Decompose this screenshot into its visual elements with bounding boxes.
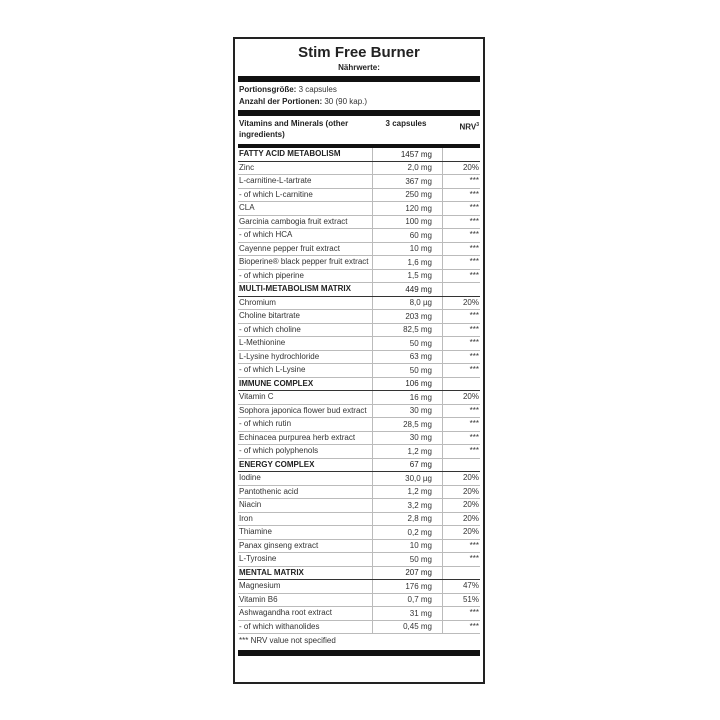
ingredient-amount: 367 mg [372, 175, 442, 188]
servings-count-label: Anzahl der Portionen: [239, 97, 323, 106]
serving-size-label: Portionsgröße: [239, 85, 297, 94]
ingredient-nrv: *** [442, 418, 480, 431]
ingredient-amount: 50 mg [372, 337, 442, 350]
ingredient-amount: 203 mg [372, 310, 442, 323]
ingredient-name: - of which choline [239, 324, 301, 334]
ingredient-name: Iodine [239, 473, 261, 482]
ingredient-amount: 28,5 mg [372, 418, 442, 431]
ingredient-nrv: 20% [442, 297, 480, 310]
ingredient-amount: 16 mg [372, 391, 442, 404]
ingredient-name: - of which polyphenols [239, 446, 319, 455]
ingredient-amount: 0,7 mg [372, 594, 442, 607]
ingredient-amount: 1,5 mg [372, 270, 442, 283]
ingredient-nrv: *** [442, 175, 480, 188]
ingredient-name: Ashwagandha root extract [239, 608, 332, 617]
ingredient-name: - of which HCA [239, 230, 293, 239]
ingredient-amount: 31 mg [372, 607, 442, 620]
ingredient-nrv: 20% [442, 499, 480, 512]
ingredient-nrv: *** [442, 243, 480, 256]
ingredient-amount: 60 mg [372, 229, 442, 242]
ingredient-amount: 106 mg [372, 378, 442, 391]
ingredient-nrv: 20% [442, 472, 480, 485]
table-row [238, 472, 480, 486]
table-row [238, 580, 480, 594]
ingredient-nrv [442, 459, 480, 472]
table-header [238, 116, 480, 144]
ingredient-name: Magnesium [239, 581, 281, 590]
nutrition-label [233, 37, 485, 684]
table-row [238, 499, 480, 513]
ingredient-amount: 30 mg [372, 432, 442, 445]
table-row [238, 391, 480, 405]
ingredient-nrv: *** [442, 189, 480, 202]
ingredient-amount: 176 mg [372, 580, 442, 593]
table-row [238, 189, 480, 203]
ingredient-nrv: *** [442, 432, 480, 445]
ingredient-nrv: *** [442, 216, 480, 229]
table-row [238, 621, 480, 635]
serving-size-value: 3 capsules [298, 85, 337, 94]
ingredient-name: Thiamine [239, 527, 272, 536]
table-row [238, 243, 480, 257]
table-row [238, 594, 480, 608]
ingredient-amount: 82,5 mg [372, 324, 442, 337]
ingredient-nrv [442, 283, 480, 296]
table-row [238, 607, 480, 621]
section-row [238, 378, 480, 392]
ingredient-nrv: *** [442, 607, 480, 620]
table-row [238, 162, 480, 176]
table-row [238, 540, 480, 554]
nutrient-table [238, 148, 480, 634]
ingredient-nrv [442, 567, 480, 580]
ingredient-amount: 250 mg [372, 189, 442, 202]
table-row [238, 553, 480, 567]
ingredient-name: Panax ginseng extract [239, 540, 319, 550]
ingredient-name: - of which rutin [239, 419, 292, 428]
ingredient-name: - of which L-Lysine [239, 365, 306, 374]
ingredient-name: Bioperine® black pepper fruit extract [239, 257, 369, 267]
ingredient-nrv: *** [442, 310, 480, 323]
label-subtitle: Nährwerte: [338, 63, 380, 72]
ingredient-amount: 1457 mg [372, 148, 442, 161]
ingredient-amount: 1,2 mg [372, 486, 442, 499]
header-nrv-sup: 3 [476, 122, 479, 128]
table-row [238, 270, 480, 284]
table-row [238, 297, 480, 311]
ingredient-amount: 3,2 mg [372, 499, 442, 512]
ingredient-amount: 30,0 µg [372, 472, 442, 485]
ingredient-nrv: *** [442, 553, 480, 566]
ingredient-nrv: 51% [442, 594, 480, 607]
ingredient-name: Iron [239, 513, 253, 523]
ingredient-name: Zinc [239, 162, 255, 172]
servings-count-line [238, 96, 480, 110]
ingredient-amount: 63 mg [372, 351, 442, 364]
table-row [238, 364, 480, 378]
header-nrv-label: NRV [459, 122, 477, 132]
product-title: Stim Free Burner [298, 44, 420, 61]
ingredient-nrv: 20% [442, 513, 480, 526]
ingredient-amount: 0,2 mg [372, 526, 442, 539]
table-row [238, 351, 480, 365]
section-row [238, 459, 480, 473]
ingredient-name: Choline bitartrate [239, 311, 300, 320]
ingredient-name: MULTI-METABOLISM MATRIX [239, 284, 351, 293]
ingredient-nrv: *** [442, 270, 480, 283]
ingredient-nrv: 47% [442, 580, 480, 593]
section-row [238, 148, 480, 162]
header-serving: 3 capsules [385, 119, 427, 128]
ingredient-nrv: *** [442, 337, 480, 350]
ingredient-name: L-Tyrosine [239, 554, 277, 563]
ingredient-amount: 100 mg [372, 216, 442, 229]
ingredient-amount: 10 mg [372, 243, 442, 256]
ingredient-name: Chromium [239, 297, 276, 307]
ingredient-name: Niacin [239, 500, 262, 509]
table-row [238, 202, 480, 216]
servings-count-value: 30 (90 kap.) [324, 97, 368, 106]
ingredient-nrv: 20% [442, 486, 480, 499]
table-row [238, 256, 480, 270]
ingredient-nrv: *** [442, 445, 480, 458]
ingredient-name: MENTAL MATRIX [239, 567, 304, 577]
ingredient-amount: 1,2 mg [372, 445, 442, 458]
ingredient-name: Vitamin C [239, 392, 274, 401]
ingredient-name: Cayenne pepper fruit extract [239, 243, 340, 253]
table-row [238, 486, 480, 500]
ingredient-amount: 207 mg [372, 567, 442, 580]
ingredient-amount: 2,8 mg [372, 513, 442, 526]
ingredient-name: Garcinia cambogia fruit extract [239, 216, 348, 226]
table-row [238, 337, 480, 351]
ingredient-name: Pantothenic acid [239, 486, 299, 496]
table-row [238, 324, 480, 338]
ingredient-name: Echinacea purpurea herb extract [239, 432, 356, 442]
table-row [238, 229, 480, 243]
table-row [238, 405, 480, 419]
table-row [238, 216, 480, 230]
ingredient-amount: 449 mg [372, 283, 442, 296]
ingredient-nrv: *** [442, 621, 480, 634]
ingredient-nrv [442, 378, 480, 391]
section-row [238, 567, 480, 581]
serving-size-line [238, 82, 480, 96]
ingredient-nrv: *** [442, 364, 480, 377]
ingredient-name: L-carnitine-L-tartrate [239, 176, 312, 185]
table-row [238, 310, 480, 324]
ingredient-name: - of which L-carnitine [239, 189, 313, 199]
ingredient-nrv: *** [442, 324, 480, 337]
ingredient-amount: 50 mg [372, 364, 442, 377]
ingredient-amount: 8,0 µg [372, 297, 442, 310]
footnote: *** NRV value not specified [239, 636, 336, 645]
ingredient-nrv: 20% [442, 526, 480, 539]
ingredient-nrv: *** [442, 351, 480, 364]
ingredient-nrv: *** [442, 229, 480, 242]
ingredient-nrv: *** [442, 540, 480, 553]
ingredient-name: IMMUNE COMPLEX [239, 378, 314, 388]
table-row [238, 513, 480, 527]
divider-thick [238, 650, 480, 656]
ingredient-name: ENERGY COMPLEX [239, 459, 315, 469]
ingredient-amount: 120 mg [372, 202, 442, 215]
table-row [238, 432, 480, 446]
ingredient-nrv: *** [442, 405, 480, 418]
ingredient-nrv [442, 148, 480, 161]
ingredient-name: FATTY ACID METABOLISM [239, 149, 341, 158]
table-row [238, 418, 480, 432]
ingredient-amount: 10 mg [372, 540, 442, 553]
ingredient-amount: 30 mg [372, 405, 442, 418]
ingredient-name: - of which withanolides [239, 621, 320, 631]
table-row [238, 175, 480, 189]
ingredient-name: Vitamin B6 [239, 594, 278, 604]
ingredient-nrv: 20% [442, 162, 480, 175]
ingredient-amount: 1,6 mg [372, 256, 442, 269]
table-row [238, 445, 480, 459]
ingredient-amount: 50 mg [372, 553, 442, 566]
ingredient-name: L-Lysine hydrochloride [239, 351, 320, 361]
ingredient-amount: 2,0 mg [372, 162, 442, 175]
ingredient-amount: 0,45 mg [372, 621, 442, 634]
ingredient-name: Sophora japonica flower bud extract [239, 405, 367, 415]
section-row [238, 283, 480, 297]
ingredient-name: CLA [239, 203, 255, 212]
ingredient-name: - of which piperine [239, 270, 304, 280]
ingredient-nrv: 20% [442, 391, 480, 404]
ingredient-nrv: *** [442, 256, 480, 269]
header-nrv [441, 118, 479, 140]
ingredient-nrv: *** [442, 202, 480, 215]
table-row [238, 526, 480, 540]
ingredient-name: L-Methionine [239, 338, 286, 347]
header-ingredients: Vitamins and Minerals (other ingredients) [239, 119, 349, 139]
ingredient-amount: 67 mg [372, 459, 442, 472]
